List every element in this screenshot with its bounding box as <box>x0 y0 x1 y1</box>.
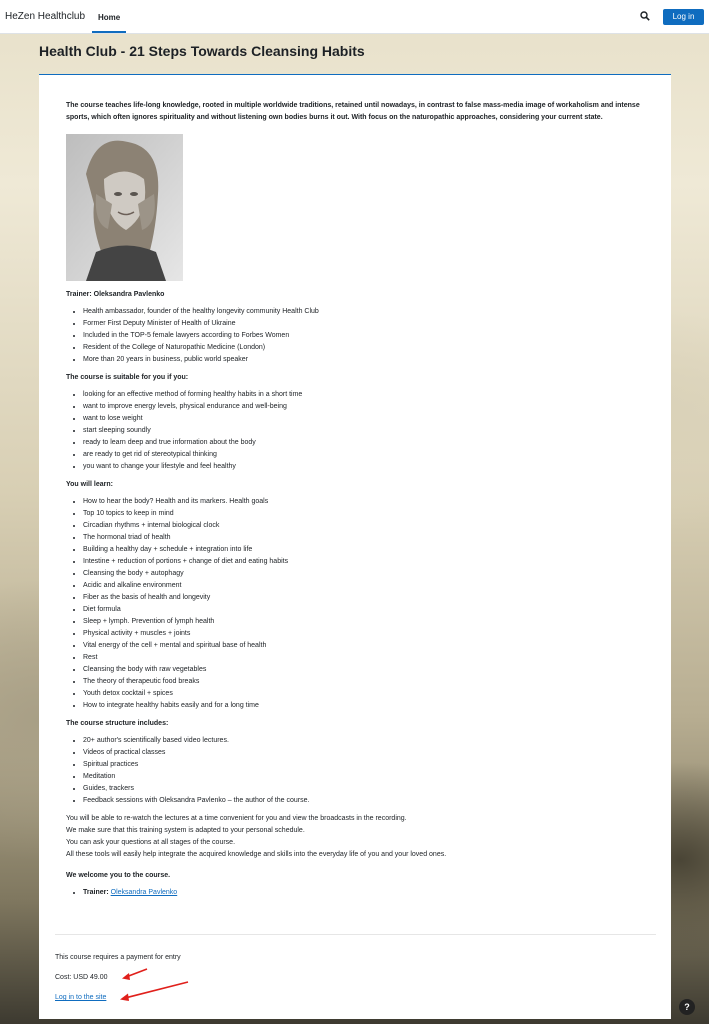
list-item: • start sleeping soundly <box>83 425 645 437</box>
list-item: • Included in the TOP-5 female lawyers according to Forbes Women <box>83 330 645 342</box>
closing-line: All these tools will easily help integrate the acquired knowledge and skills into the everyday life of you and your loved ones. <box>66 851 447 858</box>
search-icon[interactable] <box>640 11 650 21</box>
list-item: • Guides, trackers <box>83 783 645 795</box>
trainer-link-label: Trainer: <box>83 889 109 896</box>
list-item: • Resident of the College of Naturopathic Medicine (London) <box>83 342 645 354</box>
list-item: • Sleep + lymph. Prevention of lymph health <box>83 616 645 628</box>
list-item: • Cleansing the body + autophagy <box>83 568 645 580</box>
site-brand[interactable]: HeZen Healthclub <box>5 11 86 22</box>
list-item: • Acidic and alkaline environment <box>83 580 645 592</box>
list-item: • want to lose weight <box>83 413 645 425</box>
structure-heading: The course structure includes: <box>66 720 169 727</box>
closing-line: You can ask your questions at all stages of the course. <box>66 839 236 846</box>
learn-points-list <box>66 496 645 712</box>
list-item: • Diet formula <box>83 604 645 616</box>
list-item: • Videos of practical classes <box>83 747 645 759</box>
annotation-arrow-login <box>118 980 190 1002</box>
trainer-points-list <box>66 306 645 366</box>
list-item: • How to integrate healthy habits easily and for a long time <box>83 700 645 712</box>
suitable-points-list <box>66 389 645 473</box>
list-item: • Building a healthy day + schedule + integration into life <box>83 544 645 556</box>
page-title: Health Club - 21 Steps Towards Cleansing Habits <box>39 43 365 59</box>
list-item: • Former First Deputy Minister of Health of Ukraine <box>83 318 645 330</box>
course-cost: Cost: USD 49.00 <box>55 974 108 981</box>
welcome-text: We welcome you to the course. <box>66 872 171 879</box>
list-item: • Circadian rhythms + internal biological clock <box>83 520 645 532</box>
list-item: • Spiritual practices <box>83 759 645 771</box>
list-item: • are ready to get rid of stereotypical thinking <box>83 449 645 461</box>
list-item: • The theory of therapeutic food breaks <box>83 676 645 688</box>
closing-line: We make sure that this training system is adapted to your personal schedule. <box>66 827 305 834</box>
list-item: • Physical activity + muscles + joints <box>83 628 645 640</box>
suitable-heading: The course is suitable for you if you: <box>66 374 189 381</box>
trainer-profile-link[interactable]: Oleksandra Pavlenko <box>110 889 178 896</box>
trainer-photo <box>66 134 183 281</box>
list-item: • Vital energy of the cell + mental and spiritual base of health <box>83 640 645 652</box>
list-item <box>83 887 645 899</box>
list-item: • Rest <box>83 652 645 664</box>
closing-line: You will be able to re-watch the lectures at a time convenient for you and view the broadcasts in the recording. <box>66 815 407 822</box>
help-button[interactable]: ? <box>679 999 695 1015</box>
course-description <box>55 90 656 935</box>
login-button[interactable]: Log in <box>663 9 704 25</box>
list-item: • More than 20 years in business, public world speaker <box>83 354 645 366</box>
payment-requirement: This course requires a payment for entry <box>55 954 181 961</box>
top-navbar <box>0 0 709 34</box>
list-item: • How to hear the body? Health and its markers. Health goals <box>83 496 645 508</box>
list-item: • want to improve energy levels, physical endurance and well-being <box>83 401 645 413</box>
list-item: • 20+ author's scientifically based video lectures. <box>83 735 645 747</box>
trainer-heading: Trainer: Oleksandra Pavlenko <box>66 291 165 298</box>
list-item: • Fiber as the basis of health and longevity <box>83 592 645 604</box>
course-intro: The course teaches life-long knowledge, rooted in multiple worldwide traditions, retained until nowadays, in contrast to false mass-media image of workaholism and intense sports, which often ignores spirituality and without listening own bodies burns it out. With focus on the naturopathic approaches, considering your current state. <box>66 102 640 121</box>
structure-points-list <box>66 735 645 807</box>
closing-paragraph <box>66 813 645 861</box>
login-to-site-link[interactable]: Log in to the site <box>55 994 107 1001</box>
list-item: • Feedback sessions with Oleksandra Pavlenko – the author of the course. <box>83 795 645 807</box>
list-item: • Cleansing the body with raw vegetables <box>83 664 645 676</box>
list-item: • Meditation <box>83 771 645 783</box>
learn-heading: You will learn: <box>66 481 113 488</box>
list-item: • ready to learn deep and true information about the body <box>83 437 645 449</box>
trainer-link-list <box>66 887 645 899</box>
list-item: • you want to change your lifestyle and feel healthy <box>83 461 645 473</box>
list-item: • Top 10 topics to keep in mind <box>83 508 645 520</box>
list-item: • Youth detox cocktail + spices <box>83 688 645 700</box>
list-item: • Intestine + reduction of portions + change of diet and eating habits <box>83 556 645 568</box>
nav-home-link[interactable]: Home <box>92 0 126 33</box>
list-item: • looking for an effective method of forming healthy habits in a short time <box>83 389 645 401</box>
list-item: • Health ambassador, founder of the healthy longevity community Health Club <box>83 306 645 318</box>
list-item: • The hormonal triad of health <box>83 532 645 544</box>
